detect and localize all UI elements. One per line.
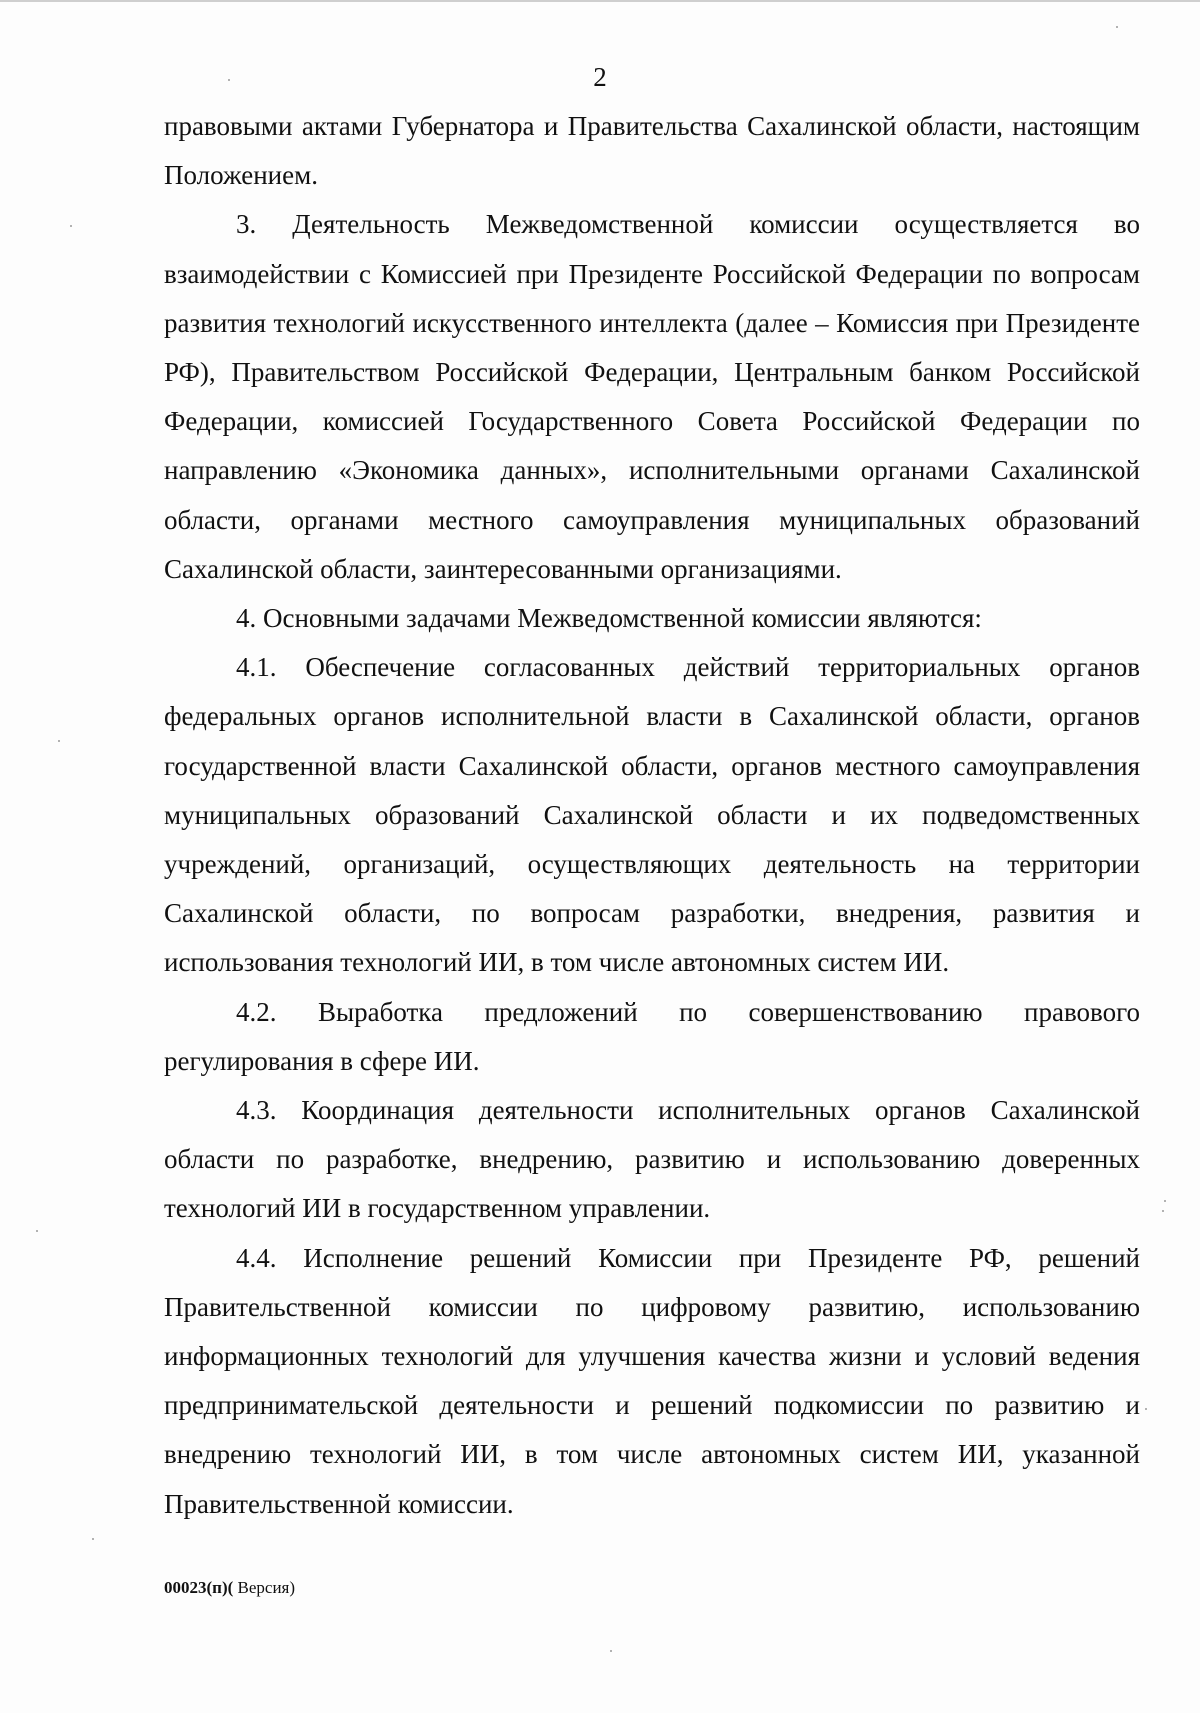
scan-speck [610, 1650, 612, 1652]
document-code-footer [164, 1578, 295, 1598]
paragraph-item-4-3: 4.3. Координация деятельности исполнительных органов Сахалинской области по разработке, внедрению, развитию и использованию доверенных технологий ИИ в государственном управлении. [164, 1095, 1140, 1224]
scan-speck [92, 1538, 94, 1540]
paragraph-item-4: 4. Основными задачами Межведомственной комиссии являются: [236, 603, 982, 634]
document-body [164, 102, 1140, 1529]
scan-speck [1162, 1210, 1164, 1212]
scan-speck [1164, 1200, 1166, 1202]
scan-speck [70, 225, 72, 227]
paragraph-item-4-1: 4.1. Обеспечение согласованных действий территориальных органов федеральных органов исполнительной власти в Сахалинской области, органов государственной власти Сахалинской области, органов местного самоуправления муниципальных образований Сахалинской области и их подведомственных учреждений, организаций, осуществляющих деятельность на территории Сахалинской области, по вопросам разработки, внедрения, развития и использования технологий ИИ, в том числе автономных систем ИИ. [164, 652, 1140, 978]
document-code: 00023(п)( [164, 1578, 234, 1597]
document-version: Версия) [233, 1578, 296, 1597]
paragraph-item-4-4: 4.4. Исполнение решений Комиссии при Президенте РФ, решений Правительственной комиссии по цифровому развитию, использованию информационных технологий для улучшения качества жизни и условий ведения предпринимательской деятельности и решений подкомиссии по развитию и внедрению технологий ИИ, в том числе автономных систем ИИ, указанной Правительственной комиссии. [164, 1242, 1140, 1519]
page-top-edge [0, 0, 1200, 2]
scan-speck [36, 1230, 38, 1232]
scan-speck [1116, 26, 1118, 28]
scan-speck [1145, 1408, 1147, 1410]
paragraph-continuation: правовыми актами Губернатора и Правительства Сахалинской области, настоящим Положением. [164, 111, 1140, 191]
page-number: 2 [593, 62, 607, 92]
paragraph-item-4-2: 4.2. Выработка предложений по совершенствованию правового регулирования в сфере ИИ. [164, 996, 1140, 1076]
paragraph-item-3: 3. Деятельность Межведомственной комиссии осуществляется во взаимодействии с Комиссией при Президенте Российской Федерации по вопросам развития технологий искусственного интеллекта (далее – Комиссия при Президенте РФ), Правительством Российской Федерации, Центральным банком Российской Федерации, комиссией Государственного Совета Российской Федерации по направлению «Экономика данных», исполнительными органами Сахалинской области, органами местного самоуправления муниципальных образований Сахалинской области, заинтересованными организациями. [164, 209, 1140, 584]
scan-speck [228, 79, 230, 81]
scan-speck [58, 740, 60, 742]
